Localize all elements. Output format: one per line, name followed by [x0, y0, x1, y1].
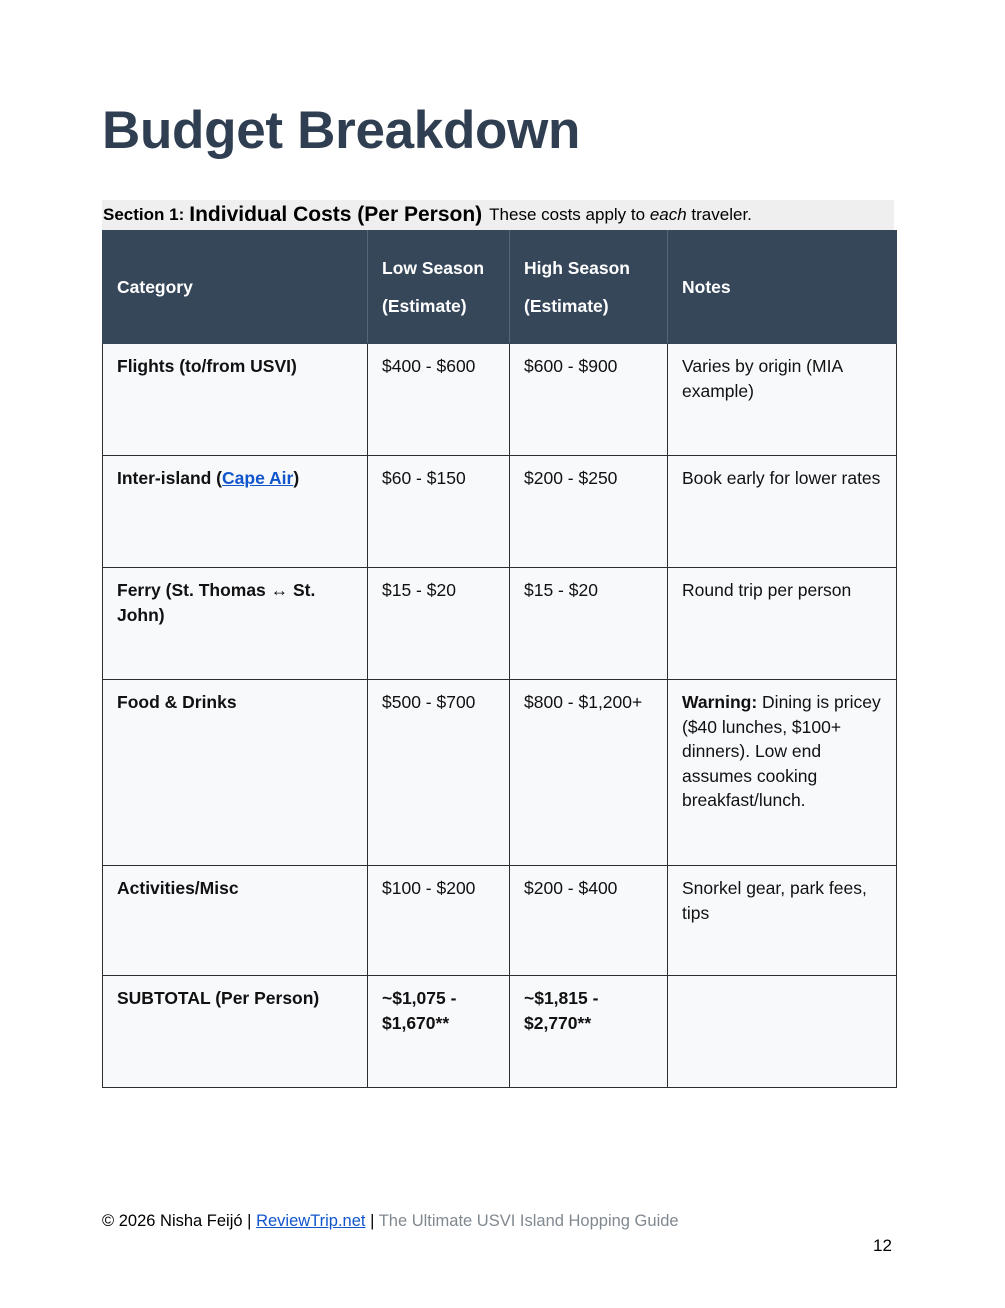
table-row — [103, 866, 897, 976]
footer-copyright: © 2026 Nisha Feijó — [102, 1212, 243, 1230]
cell-low-subtotal: ~$1,075 - $1,670** — [368, 976, 510, 1088]
cell-high: $200 - $250 — [510, 456, 668, 568]
footer-separator: | — [247, 1212, 252, 1230]
table-row — [103, 680, 897, 866]
section-heading-bar — [102, 200, 894, 230]
footer-separator: | — [370, 1212, 375, 1230]
budget-table — [102, 230, 897, 1088]
cell-high: $600 - $900 — [510, 344, 668, 456]
cell-high: $15 - $20 — [510, 568, 668, 680]
cape-air-link[interactable]: Cape Air — [222, 468, 294, 488]
warning-text: Dining is pricey ($40 lunches, $100+ dinners). Low end assumes cooking breakfast/lunch. — [682, 692, 881, 810]
cell-category: Ferry (St. Thomas ↔ St. John) — [103, 568, 368, 680]
section-description — [489, 205, 752, 225]
cell-category: SUBTOTAL (Per Person) — [103, 976, 368, 1088]
table-row — [103, 568, 897, 680]
cell-category: Flights (to/from USVI) — [103, 344, 368, 456]
cell-low: $60 - $150 — [368, 456, 510, 568]
section-desc-before: These costs apply to — [489, 205, 646, 224]
table-header-row — [103, 231, 897, 344]
header-low-line2: (Estimate) — [382, 296, 467, 316]
cell-notes: Book early for lower rates — [668, 456, 897, 568]
section-desc-after: traveler. — [691, 205, 752, 224]
cell-high-subtotal: ~$1,815 - $2,770** — [510, 976, 668, 1088]
table-row — [103, 456, 897, 568]
page-title: Budget Breakdown — [102, 101, 581, 160]
cell-category — [103, 456, 368, 568]
cell-category: Activities/Misc — [103, 866, 368, 976]
warning-label: Warning: — [682, 692, 758, 712]
cell-category: Food & Drinks — [103, 680, 368, 866]
footer-site-link[interactable]: ReviewTrip.net — [256, 1212, 366, 1230]
header-high-line2: (Estimate) — [524, 296, 609, 316]
cell-high: $200 - $400 — [510, 866, 668, 976]
table-row — [103, 344, 897, 456]
cell-notes — [668, 680, 897, 866]
cell-notes: Round trip per person — [668, 568, 897, 680]
header-low-season — [368, 231, 510, 344]
category-prefix: Inter-island ( — [117, 468, 223, 488]
page-number: 12 — [873, 1236, 892, 1255]
header-high-season — [510, 231, 668, 344]
section-desc-emphasis: each — [649, 205, 687, 224]
cell-low: $500 - $700 — [368, 680, 510, 866]
section-lead: Section 1: — [103, 205, 185, 224]
header-category: Category — [103, 231, 368, 344]
subtotal-row — [103, 976, 897, 1088]
page-footer — [102, 1212, 679, 1231]
cell-notes — [668, 976, 897, 1088]
cell-high: $800 - $1,200+ — [510, 680, 668, 866]
cell-low: $400 - $600 — [368, 344, 510, 456]
category-suffix: ) — [293, 468, 300, 488]
cell-low: $15 - $20 — [368, 568, 510, 680]
header-notes: Notes — [668, 231, 897, 344]
cell-notes: Snorkel gear, park fees, tips — [668, 866, 897, 976]
header-high-line1: High Season — [524, 258, 630, 278]
header-low-line1: Low Season — [382, 258, 485, 278]
cell-notes: Varies by origin (MIA example) — [668, 344, 897, 456]
section-title: Individual Costs (Per Person) — [189, 203, 483, 226]
cell-low: $100 - $200 — [368, 866, 510, 976]
footer-guide-title: The Ultimate USVI Island Hopping Guide — [378, 1212, 679, 1230]
